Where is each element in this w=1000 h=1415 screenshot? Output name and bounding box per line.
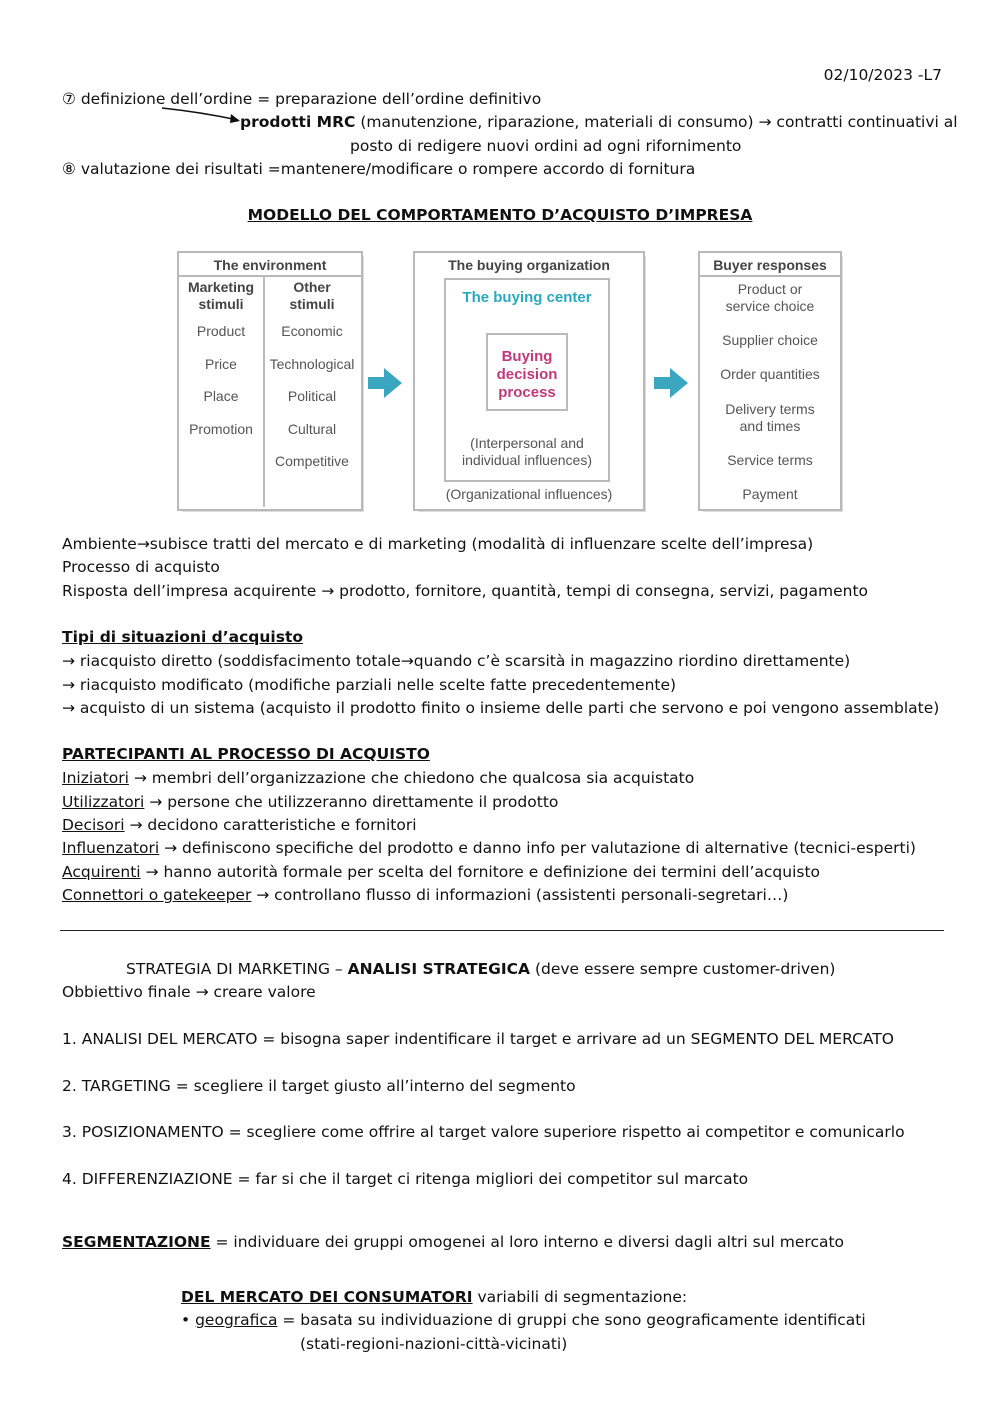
strategy-point: 3. POSIZIONAMENTO = scegliere come offrire al target valore superiore rispetto ai competitor e comunicarlo (62, 1123, 905, 1141)
participant-row (62, 863, 820, 881)
response-payment: Payment (742, 486, 798, 502)
right-arrow-icon (652, 365, 692, 401)
situations-title: Tipi di situazioni d’acquisto (62, 628, 304, 646)
strategy-point: 4. DIFFERENZIAZIONE = far si che il target ci ritenga migliori dei competitor sul marcato (62, 1170, 749, 1188)
segmentation-def: SEGMENTAZIONE = individuare dei gruppi omogenei al loro interno e diversi dagli altri sul mercato (62, 1233, 845, 1251)
participant-row (62, 769, 694, 787)
strategy-title: STRATEGIA DI MARKETING – ANALISI STRATEGICA (deve essere sempre customer-driven) (126, 960, 836, 978)
responses-title: Buyer responses (713, 257, 827, 273)
participant-term: Acquirenti (62, 863, 141, 881)
note-ambiente: Ambiente→subisce tratti del mercato e di marketing (modalità di influenzare scelte dell’impresa) (62, 535, 814, 553)
geographic-item-detail: (stati-regioni-nazioni-città-vicinati) (300, 1335, 568, 1353)
participant-row (62, 793, 558, 811)
participant-term: Connettori o gatekeeper (62, 886, 252, 904)
organizational-influences: (Organizational influences) (445, 486, 613, 502)
situation-item: → riacquisto diretto (soddisfacimento totale→quando c’è scarsità in magazzino riordino direttamente) (62, 652, 851, 670)
stimulus-competitive: Competitive (275, 453, 349, 469)
section-divider (60, 930, 944, 931)
stimulus-technological: Technological (269, 356, 355, 372)
interpersonal-influences: (Interpersonal and individual influences) (462, 435, 592, 468)
buying-decision-process: Buying decision process (486, 333, 568, 411)
participant-desc: → persone che utilizzeranno direttamente il prodotto (144, 793, 559, 811)
response-product-choice: Product or service choice (725, 281, 815, 314)
response-supplier-choice: Supplier choice (722, 332, 818, 348)
mrc-term: prodotti MRC (240, 113, 356, 131)
participant-row (62, 886, 788, 904)
participant-term: Utilizzatori (62, 793, 145, 811)
participant-row (62, 816, 417, 834)
participant-term: Decisori (62, 816, 125, 834)
stimulus-economic: Economic (281, 323, 343, 339)
participant-desc: → hanno autorità formale per scelta del fornitore e definizione dei termini dell’acquisto (140, 863, 821, 881)
stimulus-promotion: Promotion (189, 421, 253, 437)
stimulus-price: Price (205, 356, 237, 372)
environment-title: The environment (213, 257, 327, 273)
bullet-icon: • (181, 1311, 191, 1329)
response-service-terms: Service terms (727, 452, 813, 468)
stimulus-place: Place (203, 388, 239, 404)
note-risposta: Risposta dell’impresa acquirente → prodotto, fornitore, quantità, tempi di consegna, servizi, pagamento (62, 582, 868, 600)
response-delivery-terms: Delivery terms and times (725, 401, 815, 434)
date-label: 02/10/2023 -L7 (823, 66, 942, 84)
response-order-quantities: Order quantities (720, 366, 820, 382)
participant-desc: → decidono caratteristiche e fornitori (124, 816, 417, 834)
stimulus-product: Product (196, 323, 246, 339)
participant-desc: → membri dell’organizzazione che chiedono che qualcosa sia acquistato (128, 769, 695, 787)
participant-row (62, 839, 916, 857)
consumer-market-heading: DEL MERCATO DEI CONSUMATORI variabili di segmentazione: (181, 1288, 688, 1306)
step-8-text: ⑧ valutazione dei risultati =mantenere/modificare o rompere accordo di fornitura (62, 160, 696, 178)
right-arrow-icon (366, 365, 406, 401)
strategy-point: 2. TARGETING = scegliere il target giusto all’interno del segmento (62, 1077, 576, 1095)
stimulus-political: Political (287, 388, 337, 404)
buying-center-title: The buying center (462, 289, 592, 306)
geographic-item: • geografica = basata su individuazione di gruppi che sono geograficamente identificati (181, 1311, 866, 1329)
situation-item: → acquisto di un sistema (acquisto il prodotto finito o insieme delle parti che servono e poi vengono assemblate) (62, 699, 940, 717)
mrc-line (240, 113, 958, 131)
note-processo: Processo di acquisto (62, 558, 220, 576)
step-7-text: ⑦ definizione dell’ordine = preparazione dell’ordine definitivo (62, 90, 542, 108)
curved-arrow-icon (160, 104, 250, 126)
situation-item: → riacquisto modificato (modifiche parziali nelle scelte fatte precedentemente) (62, 676, 677, 694)
model-title: MODELLO DEL COMPORTAMENTO D’ACQUISTO D’IMPRESA (247, 206, 753, 224)
mrc-desc: (manutenzione, riparazione, materiali di consumo) → contratti continuativi al (355, 113, 958, 131)
mrc-line-2: posto di redigere nuovi ordini ad ogni rifornimento (350, 137, 742, 155)
organization-title: The buying organization (448, 257, 610, 273)
marketing-stimuli-header: Marketing stimuli (187, 279, 255, 312)
participants-title: PARTECIPANTI AL PROCESSO DI ACQUISTO (62, 745, 430, 763)
stimulus-cultural: Cultural (287, 421, 337, 437)
participant-desc: → controllano flusso di informazioni (assistenti personali-segretari…) (251, 886, 789, 904)
strategy-goal: Obbiettivo finale → creare valore (62, 983, 316, 1001)
other-stimuli-header: Other stimuli (289, 279, 335, 312)
participant-desc: → definiscono specifiche del prodotto e danno info per valutazione di alternative (tecnici-esperti) (159, 839, 916, 857)
strategy-point: 1. ANALISI DEL MERCATO = bisogna saper indentificare il target e arrivare ad un SEGMENTO DEL MERCATO (62, 1030, 894, 1048)
participant-term: Iniziatori (62, 769, 129, 787)
participant-term: Influenzatori (62, 839, 160, 857)
